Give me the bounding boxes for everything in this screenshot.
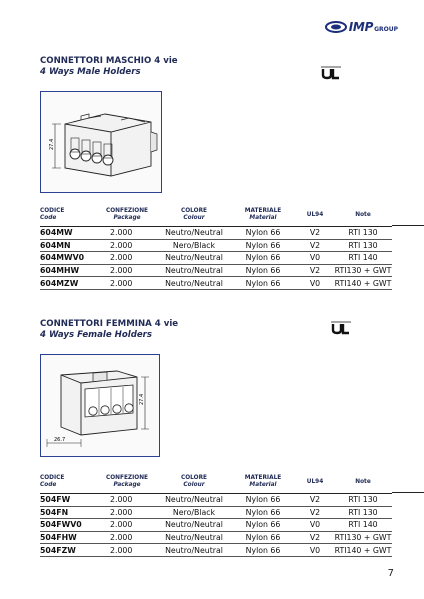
cell-code: 604MN bbox=[40, 240, 71, 250]
header-label: Colour bbox=[183, 215, 205, 221]
table-rule-extension bbox=[392, 225, 424, 226]
table-cell: Nylon 66 bbox=[245, 495, 281, 505]
table-cell: Neutro/Neutral bbox=[165, 545, 223, 555]
table-row bbox=[40, 252, 392, 265]
table-cell: V2 bbox=[309, 266, 321, 276]
ul-recognized-mark-icon bbox=[320, 66, 342, 80]
header-label: Package bbox=[113, 482, 141, 488]
logo-brand-text: IMP bbox=[348, 20, 374, 34]
section-title-male bbox=[40, 56, 178, 78]
table-cell: Nylon 66 bbox=[245, 507, 281, 517]
header-ul94 bbox=[296, 212, 334, 219]
female-width-label: 26.7 bbox=[54, 437, 66, 443]
table-row bbox=[40, 227, 392, 240]
table-cell: Nylon 66 bbox=[245, 228, 281, 238]
table-cell: 2.000 bbox=[110, 240, 133, 250]
male-holders-table bbox=[40, 204, 392, 290]
cell-code: 604MW bbox=[40, 228, 73, 238]
section-title-male-sub: 4 Ways Male Holders bbox=[40, 67, 141, 77]
header-note bbox=[334, 479, 392, 486]
table-cell: V2 bbox=[309, 228, 321, 238]
section-title-male-main: CONNETTORI MASCHIO 4 vie bbox=[40, 56, 178, 66]
table-cell: Nero/Black bbox=[172, 507, 216, 517]
table-cell: Neutro/Neutral bbox=[165, 278, 223, 288]
table-cell: RTI 140 bbox=[348, 520, 378, 530]
cell-code: 504FHW bbox=[40, 533, 77, 543]
header-label: CODICE bbox=[40, 208, 65, 214]
header-label: Note bbox=[355, 478, 371, 485]
section-title-female-main: CONNETTORI FEMMINA 4 vie bbox=[40, 319, 179, 329]
table-row bbox=[40, 240, 392, 253]
female-holders-table bbox=[40, 471, 392, 557]
header-code bbox=[40, 208, 96, 222]
table-cell: Nylon 66 bbox=[245, 520, 281, 530]
table-cell: RTI140 + GWT bbox=[334, 278, 392, 288]
table-cell: Neutro/Neutral bbox=[165, 520, 223, 530]
header-label: CONFEZIONE bbox=[105, 475, 149, 481]
table-cell: V0 bbox=[309, 278, 321, 288]
table-cell: 2.000 bbox=[110, 253, 133, 263]
table-row bbox=[40, 507, 392, 520]
header-material bbox=[230, 475, 296, 489]
table-cell: 2.000 bbox=[110, 278, 133, 288]
table-cell: Nero/Black bbox=[172, 240, 216, 250]
header-label: CODICE bbox=[40, 475, 65, 481]
table-cell: RTI130 + GWT bbox=[334, 266, 392, 276]
table-cell: 2.000 bbox=[110, 520, 133, 530]
table-cell: RTI 130 bbox=[348, 507, 378, 517]
header-label: COLORE bbox=[180, 475, 208, 481]
table-cell: RTI 130 bbox=[348, 240, 378, 250]
table-row bbox=[40, 544, 392, 557]
table-cell: Nylon 66 bbox=[245, 253, 281, 263]
table-cell: 2.000 bbox=[110, 228, 133, 238]
table-row bbox=[40, 265, 392, 278]
cell-code: 604MHW bbox=[40, 266, 80, 276]
header-label: Code bbox=[40, 482, 57, 488]
table-cell: 2.000 bbox=[110, 507, 133, 517]
section-title-female-sub: 4 Ways Female Holders bbox=[40, 330, 153, 340]
logo-suffix-text: GROUP bbox=[374, 25, 398, 33]
table-cell: Neutro/Neutral bbox=[165, 495, 223, 505]
page-number: 7 bbox=[387, 568, 394, 579]
header-colour bbox=[158, 208, 230, 222]
table-cell: Neutro/Neutral bbox=[165, 253, 223, 263]
table-cell: Neutro/Neutral bbox=[165, 533, 223, 543]
table-cell: V2 bbox=[309, 533, 321, 543]
male-dimension-label: 27.4 bbox=[49, 138, 55, 150]
cell-code: 604MZW bbox=[40, 278, 79, 288]
male-table-header bbox=[40, 204, 392, 227]
header-material bbox=[230, 208, 296, 222]
cell-code: 504FN bbox=[40, 507, 69, 517]
table-cell: V0 bbox=[309, 545, 321, 555]
table-cell: RTI 140 bbox=[348, 253, 378, 263]
female-height-label: 27.4 bbox=[139, 393, 145, 405]
table-cell: 2.000 bbox=[110, 545, 133, 555]
table-cell: Neutro/Neutral bbox=[165, 228, 223, 238]
header-label: COLORE bbox=[180, 208, 208, 214]
table-row bbox=[40, 532, 392, 545]
table-cell: Nylon 66 bbox=[245, 533, 281, 543]
cell-code: 604MWV0 bbox=[40, 253, 85, 263]
table-cell: RTI 130 bbox=[348, 228, 378, 238]
header-note bbox=[334, 212, 392, 219]
female-holder-drawing bbox=[40, 354, 160, 457]
table-cell: Nylon 66 bbox=[245, 240, 281, 250]
header-package bbox=[96, 475, 158, 489]
header-label: CONFEZIONE bbox=[105, 208, 149, 214]
section-title-female bbox=[40, 319, 178, 341]
table-row bbox=[40, 519, 392, 532]
table-cell: Nylon 66 bbox=[245, 545, 281, 555]
header-label: Colour bbox=[183, 482, 205, 488]
table-cell: V2 bbox=[309, 240, 321, 250]
header-label: UL94 bbox=[306, 211, 324, 218]
header-label: MATERIALE bbox=[244, 208, 282, 214]
header-label: Code bbox=[40, 215, 57, 221]
table-cell: RTI 130 bbox=[348, 495, 378, 505]
header-label: Material bbox=[249, 482, 277, 488]
table-row bbox=[40, 277, 392, 290]
table-row bbox=[40, 494, 392, 507]
table-cell: Nylon 66 bbox=[245, 266, 281, 276]
cell-code: 504FW bbox=[40, 495, 71, 505]
female-connector-illustration bbox=[41, 355, 159, 456]
company-logo bbox=[325, 18, 398, 36]
female-table-header bbox=[40, 471, 392, 494]
header-label: MATERIALE bbox=[244, 475, 282, 481]
header-colour bbox=[158, 475, 230, 489]
male-connector-illustration bbox=[41, 92, 161, 192]
header-code bbox=[40, 475, 96, 489]
header-label: Material bbox=[249, 215, 277, 221]
table-cell: V2 bbox=[309, 495, 321, 505]
header-ul94 bbox=[296, 479, 334, 486]
table-cell: V2 bbox=[309, 507, 321, 517]
header-label: UL94 bbox=[306, 478, 324, 485]
table-cell: 2.000 bbox=[110, 266, 133, 276]
male-holder-drawing bbox=[40, 91, 162, 193]
table-cell: 2.000 bbox=[110, 533, 133, 543]
table-cell: RTI140 + GWT bbox=[334, 545, 392, 555]
table-cell: Nylon 66 bbox=[245, 278, 281, 288]
header-label: Note bbox=[355, 211, 371, 218]
table-rule-extension bbox=[392, 492, 424, 493]
table-cell: V0 bbox=[309, 253, 321, 263]
header-package bbox=[96, 208, 158, 222]
cell-code: 504FZW bbox=[40, 545, 76, 555]
table-cell: 2.000 bbox=[110, 495, 133, 505]
header-label: Package bbox=[113, 215, 141, 221]
cell-code: 504FWV0 bbox=[40, 520, 82, 530]
table-cell: V0 bbox=[309, 520, 321, 530]
table-cell: Neutro/Neutral bbox=[165, 266, 223, 276]
table-cell: RTI130 + GWT bbox=[334, 533, 392, 543]
logo-swoosh-icon bbox=[325, 21, 347, 33]
ul-recognized-mark-icon bbox=[330, 321, 352, 335]
